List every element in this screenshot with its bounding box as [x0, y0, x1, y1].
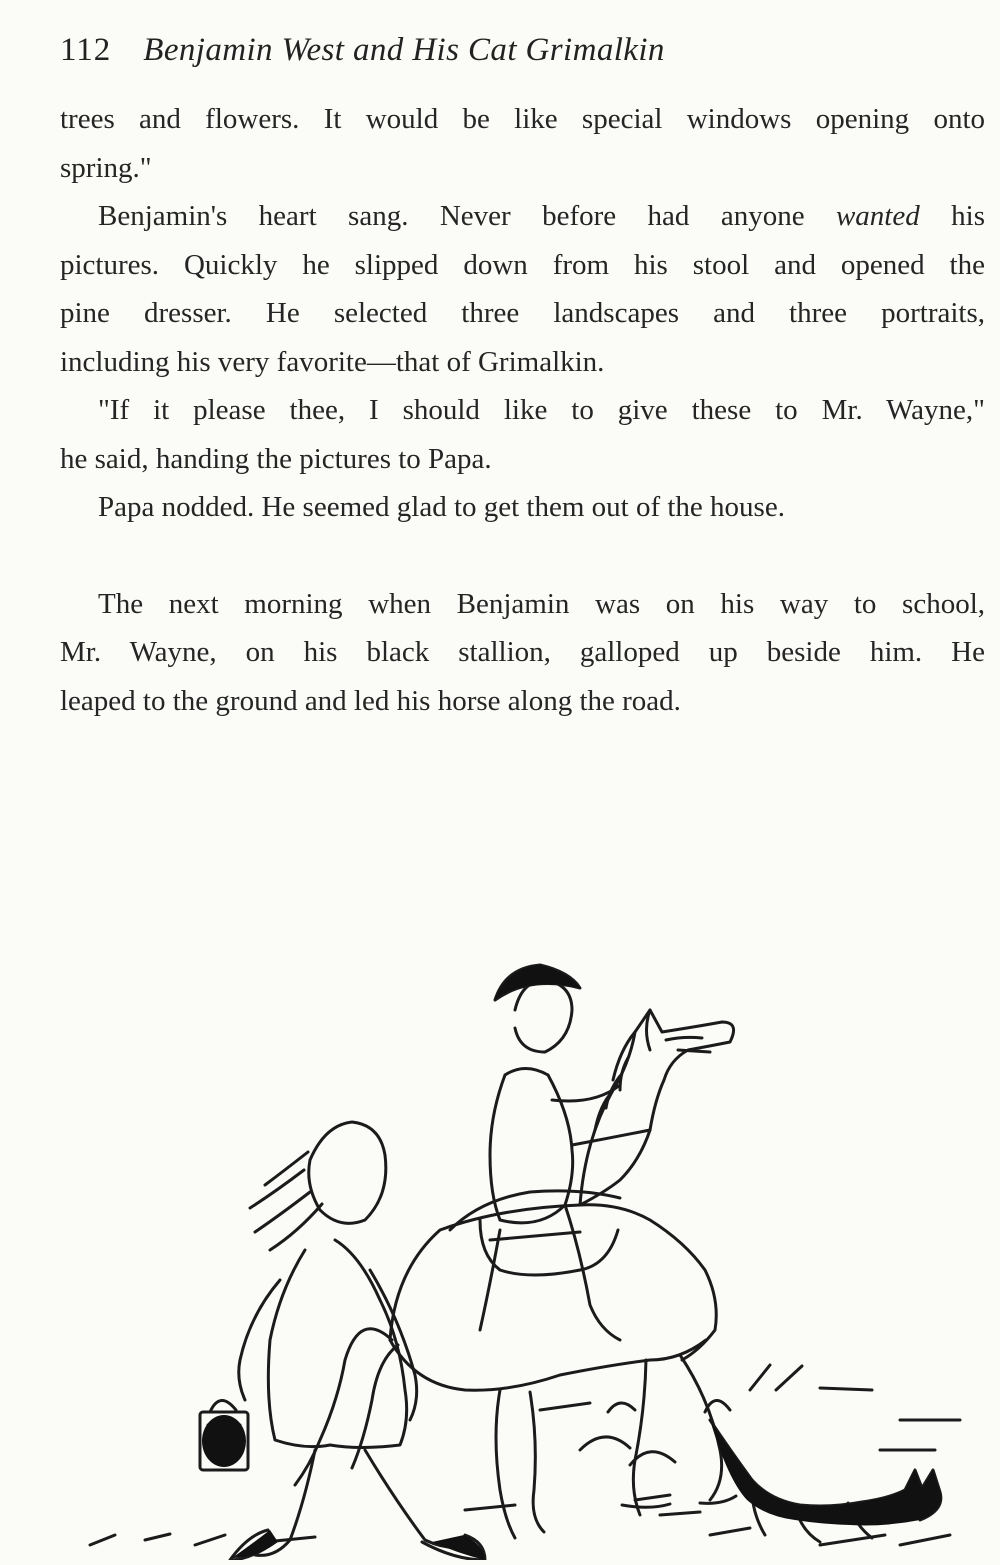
- text-line: Papa nodded. He seemed glad to get them out of the house.: [98, 491, 785, 523]
- text-fragment: Benjamin's heart sang. Never before had anyone: [98, 200, 836, 232]
- text-line: trees and flowers. It would be like special windows opening onto: [60, 103, 985, 135]
- page-number: 112: [60, 32, 112, 68]
- illustration: [60, 800, 990, 1560]
- emphasized-word: wanted: [835, 200, 920, 232]
- text-line: pine dresser. He selected three landscapes and three portraits,: [60, 297, 985, 329]
- section-break: [60, 532, 985, 580]
- page-header: [60, 28, 960, 73]
- text-line: "If it please thee, I should like to give these to Mr. Wayne,": [98, 394, 985, 426]
- text-fragment: his: [919, 200, 985, 232]
- running-title: Benjamin West and His Cat Grimalkin: [143, 32, 665, 68]
- text-line: The next morning when Benjamin was on his way to school,: [98, 587, 985, 620]
- text-line: spring.": [60, 151, 152, 184]
- body-text: [60, 95, 985, 725]
- text-line: Mr. Wayne, on his black stallion, galloped up beside him. He: [60, 636, 985, 668]
- text-line: pictures. Quickly he slipped down from his stool and opened the: [60, 248, 985, 281]
- text-line: leaped to the ground and led his horse along the road.: [60, 684, 681, 717]
- text-line: including his very favorite—that of Grimalkin.: [60, 345, 605, 378]
- illustration-drawing: [60, 800, 990, 1560]
- text-line: [60, 192, 985, 241]
- text-line: he said, handing the pictures to Papa.: [60, 442, 492, 475]
